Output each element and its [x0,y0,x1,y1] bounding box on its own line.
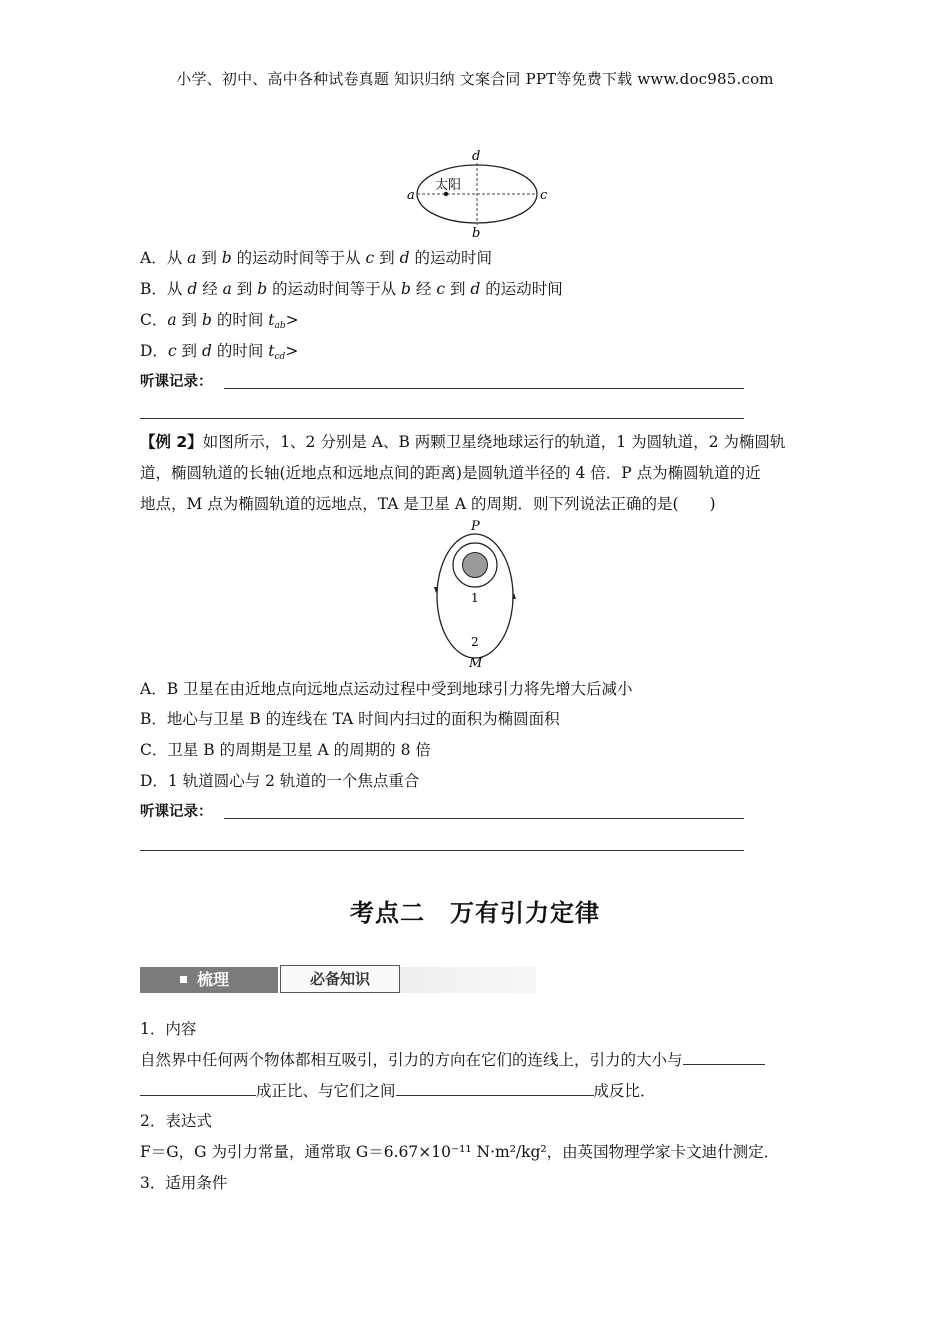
example2-question: 【例 2】如图所示，1、2 分别是 A、B 两颗卫星绕地球运行的轨道，1 为圆轨道，2 为椭圆轨 道，椭圆轨道的长轴(近地点和远地点间的距离)是圆轨道半径的 4 倍．P 点为椭圆轨道的近 地点，M 点为椭圆轨道的远地点，TA 是卫星 A 的周期．则下列说法正确的是( ) [140,433,786,513]
label-M: M [469,656,483,670]
section-tag-bar [140,965,516,997]
q1-option-d: D．c 到 d 的时间 $t_{cd}>$ [140,342,299,362]
page-header: 小学、初中、高中各种试卷真题 知识归纳 文案合同 PPT等免费下载 www.doc985.com [176,70,774,88]
blank-2[interactable] [140,1081,256,1096]
content-para-1-line-1: 自然界中任何两个物体都相互吸引，引力的方向在它们的连线上，引力的大小与 [140,1050,765,1070]
q1-notes-label: 听课记录： [140,374,213,390]
ex2-option-b: B．地心与卫星 B 的连线在 TA 时间内扫过的面积为椭圆面积 [140,710,560,728]
ellipse-orbit-figure [400,148,550,240]
sun-label: 太阳 [435,178,462,193]
ex2-option-c: C．卫星 B 的周期是卫星 A 的周期的 8 倍 [140,741,431,759]
q1-notes-line-2[interactable] [140,418,744,419]
ex2-option-d: D．1 轨道圆心与 2 轨道的一个焦点重合 [140,772,420,790]
content-heading-2: 2．表达式 [140,1112,212,1130]
square-bullet-icon [180,976,187,983]
label-b: b [472,226,481,240]
content-heading-3: 3．适用条件 [140,1174,228,1192]
label-1: 1 [471,591,479,605]
label-a: a [407,188,415,203]
q1-notes-line-1[interactable] [224,388,744,389]
ex2-option-a: A．B 卫星在由近地点向远地点运动过程中受到地球引力将先增大后减小 [140,680,633,698]
q1-option-a: A．从 a 到 b 的运动时间等于从 c 到 d 的运动时间 [140,249,492,267]
label-d: d [472,149,481,164]
ex2-notes-line-2[interactable] [140,850,744,851]
label-c: c [540,188,548,203]
section-title: 考点二 万有引力定律 [350,899,600,927]
earth [463,553,488,578]
content-formula: F＝G，G 为引力常量，通常取 G＝6.67×10⁻¹¹ N·m²/kg²，由英国物理学家卡文迪什测定． [140,1143,780,1161]
ex2-notes-label: 听课记录： [140,804,213,820]
ex2-notes-line-1[interactable] [224,818,744,819]
label-P: P [471,519,480,534]
q1-option-c: C．a 到 b 的时间 $t_{ab}>$ [140,311,299,331]
label-2: 2 [471,635,479,649]
q1-option-b: B．从 d 经 a 到 b 的运动时间等于从 b 经 c 到 d 的运动时间 [140,280,563,298]
tag-dark: 梳理 [140,967,278,993]
tag-box: 必备知识 [280,965,400,993]
blank-1[interactable] [683,1050,765,1065]
satellite-orbits-figure [426,518,526,670]
blank-3[interactable] [396,1081,594,1096]
content-para-1-line-2: 成正比、与它们之间 成反比． [140,1081,656,1101]
example2-tag: 【例 2】 [140,433,203,451]
content-heading-1: 1．内容 [140,1020,197,1038]
